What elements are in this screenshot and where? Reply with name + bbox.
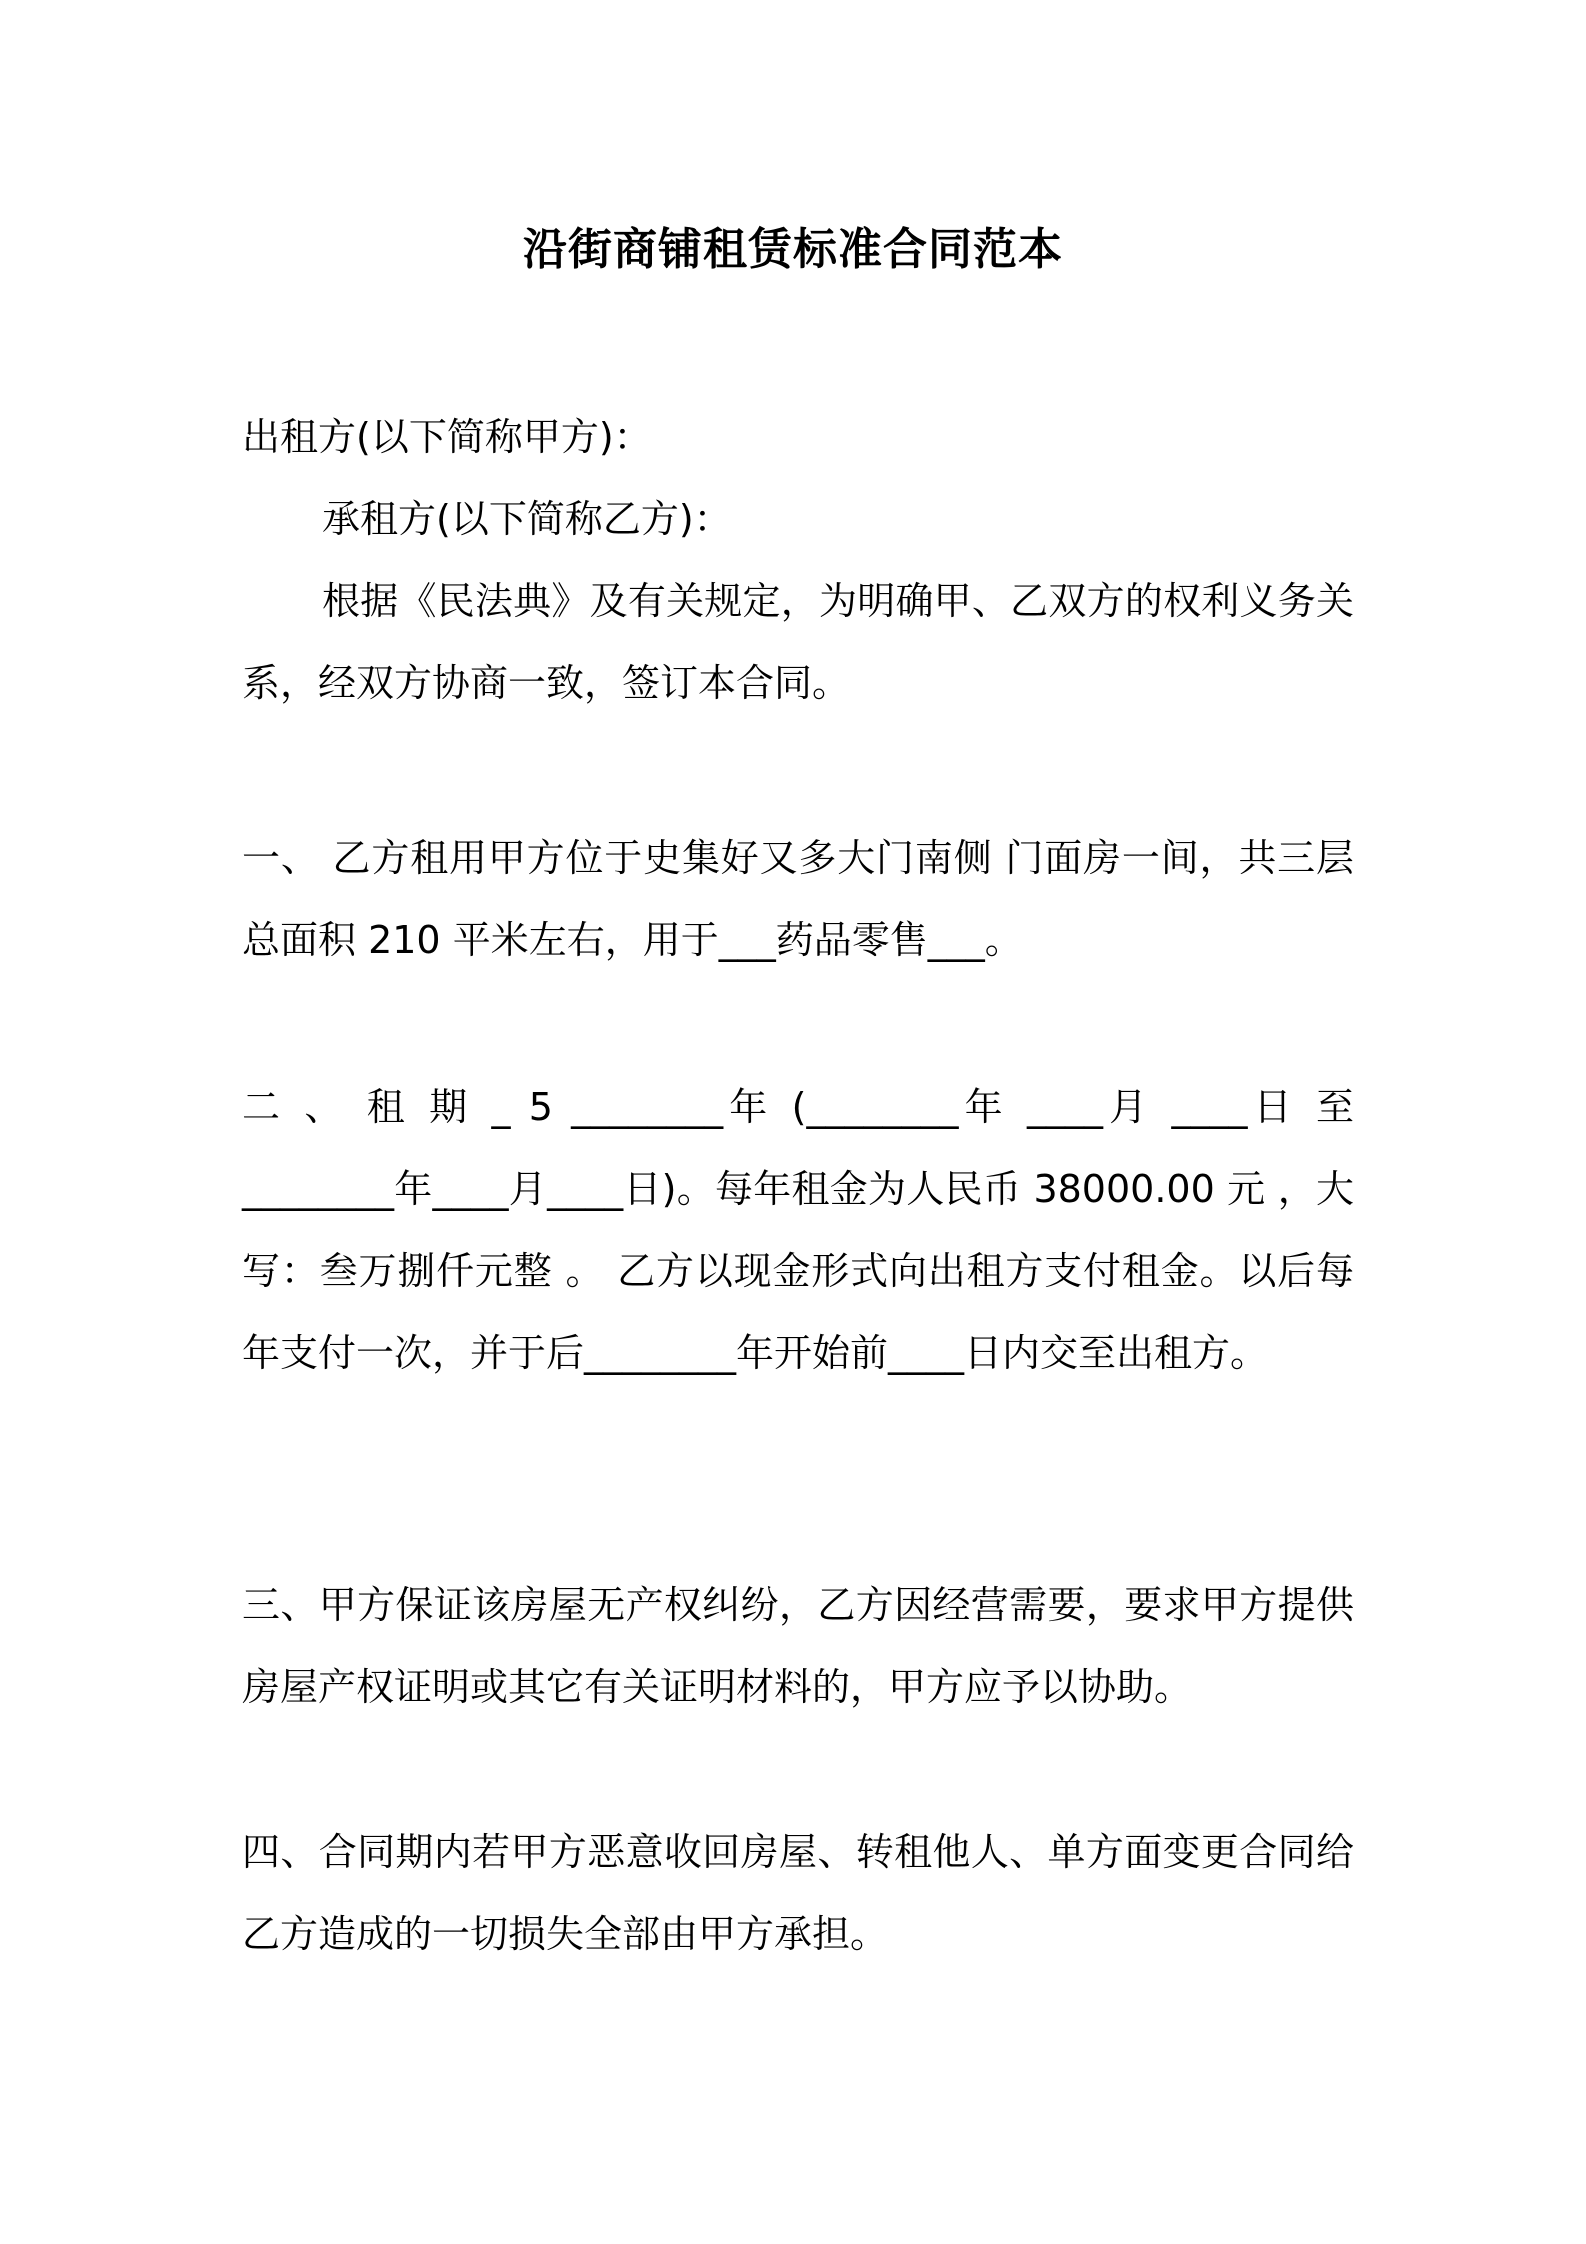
- clause-1-paragraph: 一、 乙方租用甲方位于史集好又多大门南侧 门面房一间，共三层总面积 210 平米左右，用于___药品零售___。: [242, 836, 1354, 962]
- clause-2-paragraph: 二 、 租 期 _ 5 ________年 (________年 ____月 ____日 至 ________年____月____日)。每年租金为人民币 38000.00 元 ，大写：叁万捌仟元整 。 乙方以现金形式向出租方支付租金。以后每年支付一次，并于后________年开始前____日内交至出租方。: [242, 1085, 1367, 1375]
- preamble-paragraph: 根据《民法典》及有关规定，为明确甲、乙双方的权利义务关系，经双方协商一致，签订本合同。: [242, 579, 1354, 705]
- lessee-line: 承租方(以下简称乙方)：: [322, 497, 732, 541]
- clause-4-paragraph: 四、合同期内若甲方恶意收回房屋、转租他人、单方面变更合同给乙方造成的一切损失全部由甲方承担。: [242, 1830, 1354, 1956]
- clause-3-paragraph: 三、甲方保证该房屋无产权纠纷，乙方因经营需要，要求甲方提供房屋产权证明或其它有关证明材料的，甲方应予以协助。: [242, 1583, 1354, 1709]
- lessor-line: 出租方(以下简称甲方)：: [242, 415, 652, 459]
- document-title: 沿街商铺租赁标准合同范本: [523, 224, 1063, 275]
